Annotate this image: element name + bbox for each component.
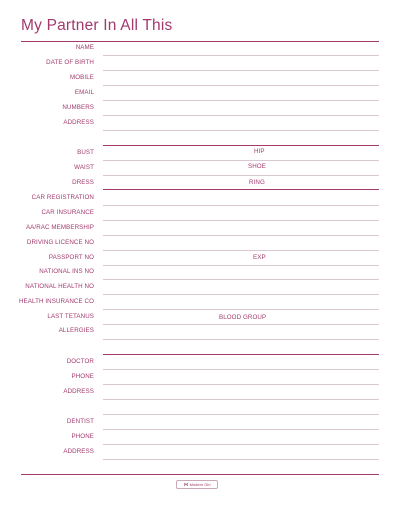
mobile-label: MOBILE [70, 74, 94, 81]
doctor-field[interactable] [103, 369, 379, 370]
dentist-phone-field[interactable] [103, 444, 379, 445]
email-field[interactable] [103, 100, 379, 101]
section-divider [21, 41, 379, 42]
national-ins-label: NATIONAL INS NO [39, 268, 94, 275]
allergies-label: ALLERGIES [58, 327, 94, 334]
car-insurance-label: CAR INSURANCE [41, 209, 94, 216]
last-tetanus-label: LAST TETANUS [47, 313, 94, 320]
dress-label: DRESS [72, 179, 94, 186]
brand-logo: ⋈ Modern Girl [176, 480, 218, 489]
address-field[interactable] [103, 130, 379, 131]
section-divider [103, 189, 379, 190]
passport-label: PASSPORT NO [48, 254, 94, 261]
doctor-phone-label: PHONE [71, 373, 94, 380]
ring-label: RING [249, 179, 265, 186]
name-label: NAME [75, 44, 94, 51]
dob-label: DATE OF BIRTH [46, 59, 94, 66]
doctor-address-label: ADDRESS [63, 388, 94, 395]
section-divider [103, 354, 379, 355]
doctor-address-field[interactable] [103, 399, 379, 400]
name-field[interactable] [103, 55, 379, 56]
shoe-label: SHOE [248, 163, 266, 170]
bow-icon: ⋈ [183, 482, 189, 488]
blood-group-label: BLOOD GROUP [219, 314, 267, 321]
tetanus-blood-field[interactable] [103, 324, 379, 325]
section-divider [21, 474, 379, 475]
address-label: ADDRESS [63, 119, 94, 126]
section-divider [103, 145, 379, 146]
hip-label: HIP [254, 148, 265, 155]
car-registration-field[interactable] [103, 205, 379, 206]
aa-rac-label: AA/RAC MEMBERSHIP [25, 224, 94, 231]
email-label: EMAIL [74, 89, 94, 96]
driving-licence-label: DRIVING LICENCE NO [26, 239, 94, 246]
dob-field[interactable] [103, 70, 379, 71]
waist-label: WAIST [74, 164, 94, 171]
national-health-field[interactable] [103, 294, 379, 295]
numbers-label: NUMBERS [62, 104, 94, 111]
driving-licence-field[interactable] [103, 250, 379, 251]
car-insurance-field[interactable] [103, 220, 379, 221]
dentist-address-field[interactable] [103, 459, 379, 460]
bust-hip-field[interactable] [103, 160, 379, 161]
doctor-phone-field[interactable] [103, 384, 379, 385]
dentist-label: DENTIST [66, 418, 94, 425]
dentist-phone-label: PHONE [71, 433, 94, 440]
health-insurance-field[interactable] [103, 309, 379, 310]
health-insurance-label: HEALTH INSURANCE CO [18, 298, 94, 305]
page-title: My Partner In All This [21, 17, 173, 34]
doctor-label: DOCTOR [66, 358, 94, 365]
national-health-label: NATIONAL HEALTH NO [25, 283, 94, 290]
waist-shoe-field[interactable] [103, 175, 379, 176]
aa-rac-field[interactable] [103, 235, 379, 236]
mobile-field[interactable] [103, 85, 379, 86]
numbers-field[interactable] [103, 115, 379, 116]
dentist-address-label: ADDRESS [63, 448, 94, 455]
exp-label: EXP [253, 254, 266, 261]
national-ins-field[interactable] [103, 279, 379, 280]
passport-field[interactable] [103, 265, 379, 266]
bust-label: BUST [77, 149, 94, 156]
doctor-address-field-2[interactable] [103, 414, 379, 415]
dentist-field[interactable] [103, 429, 379, 430]
allergies-field[interactable] [103, 339, 379, 340]
car-registration-label: CAR REGISTRATION [31, 194, 94, 201]
